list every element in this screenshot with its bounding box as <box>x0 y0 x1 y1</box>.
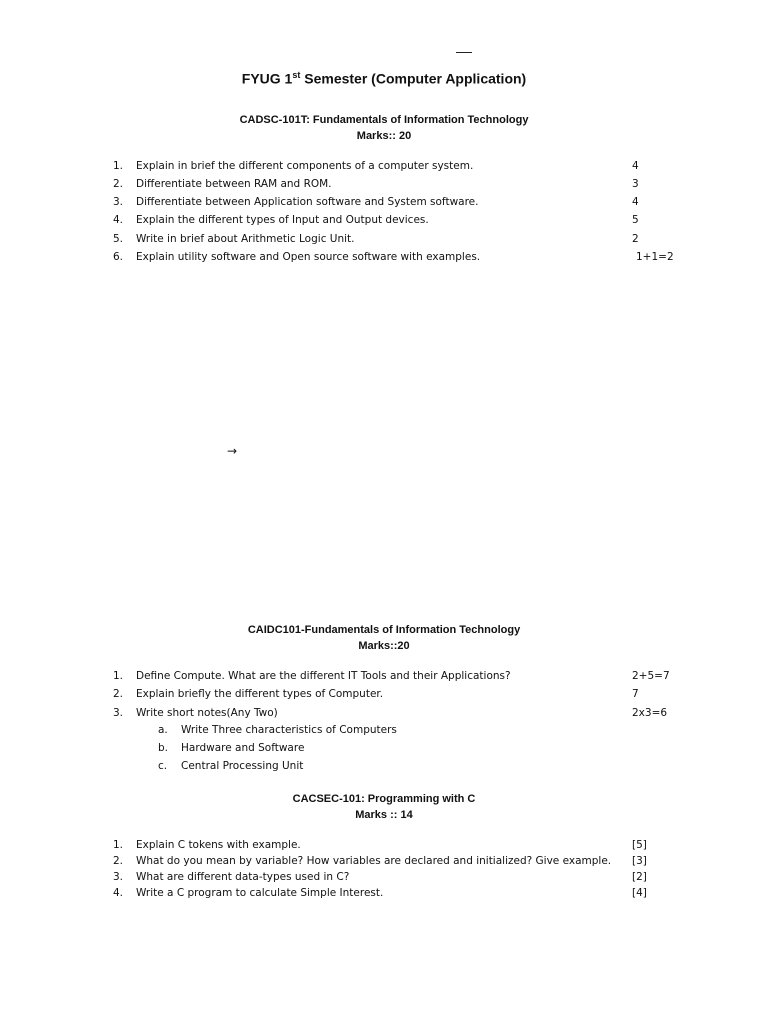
sub-item-text: Central Processing Unit <box>181 760 304 772</box>
question-marks: [2] <box>632 871 647 883</box>
question-text: Define Compute. What are the different IT Tools and their Applications? <box>136 670 511 682</box>
question-marks: [4] <box>632 887 647 899</box>
section3-heading <box>0 791 768 823</box>
section3-code-title: CACSEC-101: Programming with C <box>292 793 476 805</box>
question-number: 3. <box>113 707 124 719</box>
question-text: Explain the different types of Input and Output devices. <box>136 214 429 226</box>
question-number: 3. <box>113 871 124 883</box>
question-text: Explain in brief the different components of a computer system. <box>136 160 474 172</box>
section2-marks: Marks::20 <box>358 640 410 652</box>
section1-marks: Marks:: 20 <box>356 130 412 142</box>
question-marks: [5] <box>632 839 647 851</box>
question-marks: [3] <box>632 855 647 867</box>
question-text: Differentiate between RAM and ROM. <box>136 178 332 190</box>
question-text: Explain C tokens with example. <box>136 839 301 851</box>
question-number: 2. <box>113 688 124 700</box>
section2-code-title: CAIDC101-Fundamentals of Information Technology <box>247 624 521 636</box>
question-text: Write a C program to calculate Simple Interest. <box>136 887 384 899</box>
section1-code-title: CADSC-101T: Fundamentals of Information Technology <box>239 114 529 126</box>
question-text: What are different data-types used in C? <box>136 871 350 883</box>
decorative-dash <box>456 52 472 53</box>
title-rest: Semester (Computer Application) <box>300 70 527 87</box>
question-number: 5. <box>113 233 124 245</box>
question-number: 3. <box>113 196 124 208</box>
sub-item-letter: b. <box>158 742 169 754</box>
question-text: Explain utility software and Open source software with examples. <box>136 251 481 263</box>
question-text: Explain briefly the different types of Computer. <box>136 688 384 700</box>
question-marks: 2+5=7 <box>632 670 670 682</box>
question-marks: 7 <box>632 688 639 700</box>
question-marks: 4 <box>632 160 639 172</box>
question-marks: 3 <box>632 178 639 190</box>
section2-heading <box>0 622 768 654</box>
question-text: What do you mean by variable? How variables are declared and initialized? Give example. <box>136 855 612 867</box>
question-number: 1. <box>113 160 124 172</box>
question-marks: 5 <box>632 214 639 226</box>
arrow-icon: → <box>227 444 238 458</box>
title-main: FYUG 1 <box>241 70 293 87</box>
page-title <box>0 70 768 87</box>
question-marks: 1+1=2 <box>636 251 674 263</box>
question-number: 6. <box>113 251 124 263</box>
question-text: Write short notes(Any Two) <box>136 707 278 719</box>
sub-item-letter: c. <box>158 760 168 772</box>
question-number: 4. <box>113 214 124 226</box>
question-text: Differentiate between Application software and System software. <box>136 196 479 208</box>
question-marks: 2x3=6 <box>632 707 668 719</box>
sub-item-text: Hardware and Software <box>181 742 305 754</box>
title-superscript: st <box>292 70 301 80</box>
section1-heading <box>0 112 768 144</box>
question-text: Write in brief about Arithmetic Logic Unit. <box>136 233 355 245</box>
question-number: 1. <box>113 839 124 851</box>
question-marks: 2 <box>632 233 639 245</box>
question-number: 1. <box>113 670 124 682</box>
question-number: 2. <box>113 855 124 867</box>
question-marks: 4 <box>632 196 639 208</box>
sub-item-text: Write Three characteristics of Computers <box>181 724 397 736</box>
sub-item-letter: a. <box>158 724 168 736</box>
section3-marks: Marks :: 14 <box>355 809 413 821</box>
question-number: 4. <box>113 887 124 899</box>
question-number: 2. <box>113 178 124 190</box>
